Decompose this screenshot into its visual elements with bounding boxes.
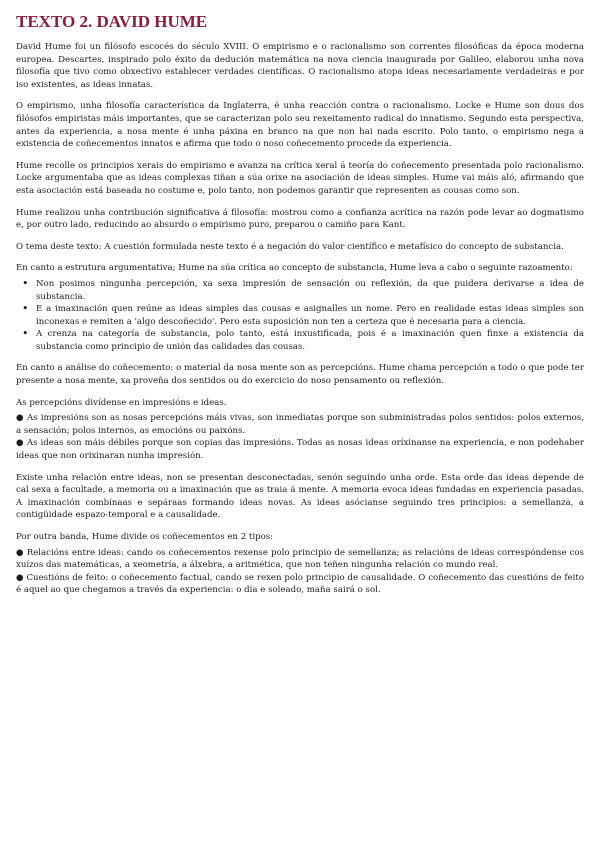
relations-paragraph: Existe unha relación entre ideas, non se presentan desconectadas, senón seguindo unha orde. Esta orde das ideas depende de cal sexa a facultade, a memoria ou a imaxinación que as traia á mente. A memoria evoca ideas fundadas en experiencia pasadas. A imaxinación combínaas e sepáraas formando ideas novas. As ideas asócianse seguindo tres principios: a semellanza, a contigüidade espazo-temporal e a causalidade. [16, 472, 584, 521]
list-item: • A crenza na categoría de substancia, polo tanto, está inxustificada, pois é a imaxinación quen finxe a existencia da substancia como principio de unión das calidades das cousas. [36, 328, 584, 353]
intro-paragraph-2: O empirismo, unha filosofía característica da Inglaterra, é unha reacción contra o racionalismo. Locke e Hume son dous dos filósofos empiristas máis importantes, que se caracterizan polo seu rexeitamento radical do innatismo. Segundo esta perspectiva, antes da experiencia, a nosa mente é unha páxina en branco na que non hai nada escrito. Polo tanto, o empirismo nega a existencia de coñecementos innatos e afirma que todo o noso coñecemento procede da experiencia. [16, 101, 584, 150]
list-item: • Non posimos ningunha percepción, xa sexa impresión de sensación ou reflexión, da que puidera derivarse a idea de substancia. [36, 278, 584, 303]
list-item: ● As ideas son máis débiles porque son copias das impresións. Todas as nosas ideas oríxinanse na experiencia, e non podehaber ideas que non orixinaran nunha impresión. [16, 438, 584, 462]
list-item: ● As impresións son as nosas percepcións máis vivas, son inmediatas porque son subministradas polos sentidos: polos externos, a sensación; polos internos, as emocións ou paixóns. [16, 413, 584, 436]
theme-paragraph: O tema deste texto: A cuestión formulada neste texto é a negación do valor científico e metafísico do concepto de substancia. [16, 241, 564, 252]
list-item: • E a imaxinación quen reúne as ideas simples das cousas e asignalles un nome. Pero en realidade estas ideas simples son inconexas e remiten a 'algo descoñecido'. Pero esta suposición non ten a certeza que é necesaria para a ciencia. [36, 303, 584, 328]
types-lead: Por outra banda, Hume divide os coñecementos en 2 tipos: [16, 532, 274, 542]
types-list [16, 547, 584, 597]
intro-paragraph-4: Hume realizou unha contribución significativa á filosofía: mostrou como a confianza acrítica na razón pode levar ao dogmatismo e, por outro lado, reducindo ao absurdo o empirismo puro, preparou o camiño para Kant. [16, 207, 584, 231]
list-item: ● Cuestións de feito: o coñecemento factual, cando se rexen polo principio de causalidade. O coñecemento das cuestións de feito é aquel ao que chegamos a través da experiencia: o día e soleado, maña sairá o sol. [16, 572, 584, 596]
argument-lead: En canto a estrutura argumentativa; Hume na súa crítica ao concepto de substancia, Hume leva a cabo o seguinte razoamento: [16, 263, 573, 274]
perceptions-lead: As percepcións divídense en impresións e ideas. [16, 397, 227, 408]
perceptions-list [16, 412, 584, 462]
document-title: TEXTO 2. DAVID HUME [16, 12, 208, 31]
intro-paragraph-3: Hume recolle os principios xerais do empirismo e avanza na crítica xeral á teoría do coñecemento presentada polo racionalismo. Locke argumentaba que as ideas complexas tiñan a súa orixe na asociación de ideas simples. Hume vai máis aló, afirmando que esta asociación está baseada no costume e, polo tanto, non podemos garantir que representen as cousas como son. [16, 160, 584, 196]
argument-list [16, 278, 584, 354]
knowledge-paragraph: En canto a análise do coñecemento: o material da nosa mente son as percepcións. Hume chama percepción a todo o que pode ter presente a nosa mente, xa proveña dos sentidos ou do exercicio do noso pensamento ou reflexión. [16, 363, 584, 387]
intro-paragraph-1: David Hume foi un filósofo escocés do século XVIII. O empirismo e o racionalismo son correntes filosóficas da época moderna europea. Descartes, inspirado polo éxito da dedución matemática na nova ciencia inaugurada por Galileo, elaborou unha nova filosofía que tivo como obxectivo establecer verdades científicas. O racionalismo atopa ideas necesariamente verdadeiras e por iso existentes, as ideas innatas. [16, 42, 584, 90]
list-item: ● Relacións entre ideas: cando os coñecementos rexense polo principio de semellanza; as relacións de ideas correspóndense cos xuízos das matemáticas, a xeometría, a álxebra, a aritmética, que non teñen ningunha relación co mundo real. [16, 547, 584, 571]
